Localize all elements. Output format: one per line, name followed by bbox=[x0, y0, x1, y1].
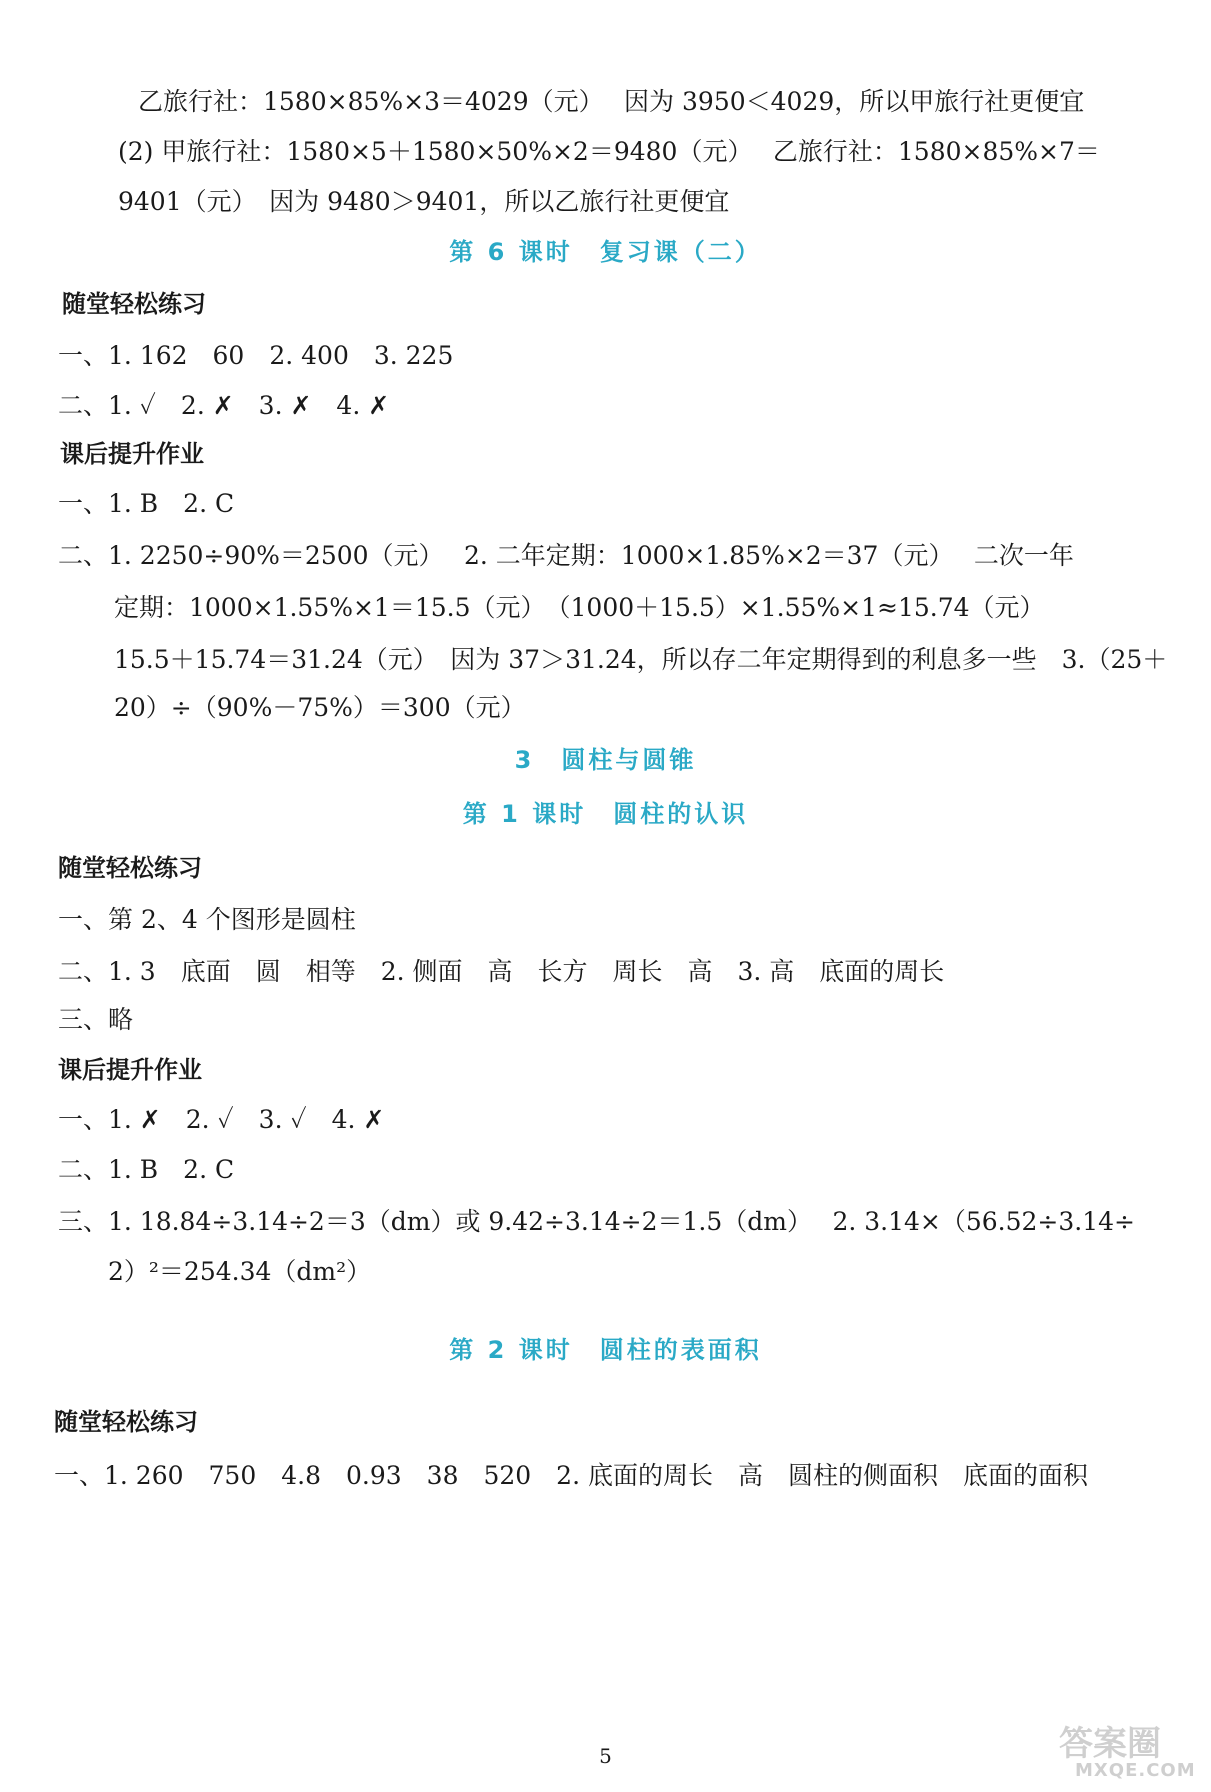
answer-line: 一、第 2、4 个图形是圆柱 bbox=[58, 905, 356, 934]
answer-line: 二、1. 3 底面 圆 相等 2. 侧面 高 长方 周长 高 3. 高 底面的周长 bbox=[58, 957, 945, 986]
answer-line: 乙旅行社：1580×85%×3＝4029（元） 因为 3950＜4029，所以甲旅行社更便宜 bbox=[138, 87, 1085, 116]
answer-line: 一、1. 162 60 2. 400 3. 225 bbox=[58, 341, 454, 370]
answer-line: 一、1. B 2. C bbox=[58, 489, 235, 518]
subsection-heading: 随堂轻松练习 bbox=[58, 854, 202, 882]
answer-line: 15.5＋15.74＝31.24（元） 因为 37＞31.24，所以存二年定期得到的利息多一些 3.（25＋ bbox=[114, 645, 1168, 674]
subsection-heading: 随堂轻松练习 bbox=[62, 290, 206, 318]
answer-line: 二、1. ✓ 2. ✗ 3. ✗ 4. ✗ bbox=[58, 391, 390, 420]
section-title: 第 1 课时 圆柱的认识 bbox=[462, 800, 749, 828]
answer-line: 二、1. B 2. C bbox=[58, 1155, 235, 1184]
watermark-url: MXQE.COM bbox=[1075, 1760, 1196, 1781]
answer-line: 一、1. 260 750 4.8 0.93 38 520 2. 底面的周长 高 圆柱的侧面积 底面的面积 bbox=[54, 1461, 1088, 1490]
chapter-title: 3 圆柱与圆锥 bbox=[514, 746, 697, 774]
section-title: 第 2 课时 圆柱的表面积 bbox=[449, 1336, 762, 1364]
answer-line: 三、1. 18.84÷3.14÷2＝3（dm）或 9.42÷3.14÷2＝1.5（dm） 2. 3.14×（56.52÷3.14÷ bbox=[58, 1207, 1135, 1236]
section-title: 第 6 课时 复习课（二） bbox=[449, 238, 762, 266]
watermark-text: 答案圈 bbox=[1059, 1724, 1161, 1764]
answer-line: 9401（元） 因为 9480＞9401，所以乙旅行社更便宜 bbox=[118, 187, 730, 216]
answer-line: 三、略 bbox=[58, 1005, 134, 1034]
answer-line: 一、1. ✗ 2. ✓ 3. ✓ 4. ✗ bbox=[58, 1105, 385, 1134]
subsection-heading: 课后提升作业 bbox=[58, 1056, 202, 1084]
subsection-heading: 随堂轻松练习 bbox=[54, 1408, 198, 1436]
answer-line: 定期：1000×1.55%×1＝15.5（元） （1000＋15.5）×1.55%×1≈15.74（元） bbox=[114, 593, 1045, 622]
answer-line: 20）÷（90%－75%）＝300（元） bbox=[114, 693, 526, 722]
watermark-logo bbox=[1051, 1716, 1201, 1786]
answer-line: 二、1. 2250÷90%＝2500（元） 2. 二年定期：1000×1.85%×2＝37（元） 二次一年 bbox=[58, 541, 1074, 570]
answer-line: 2）²＝254.34（dm²） bbox=[108, 1257, 372, 1286]
subsection-heading: 课后提升作业 bbox=[60, 440, 204, 468]
answer-line: (2) 甲旅行社：1580×5＋1580×50%×2＝9480（元） 乙旅行社：1580×85%×7＝ bbox=[118, 137, 1100, 166]
page-number: 5 bbox=[599, 1744, 612, 1768]
